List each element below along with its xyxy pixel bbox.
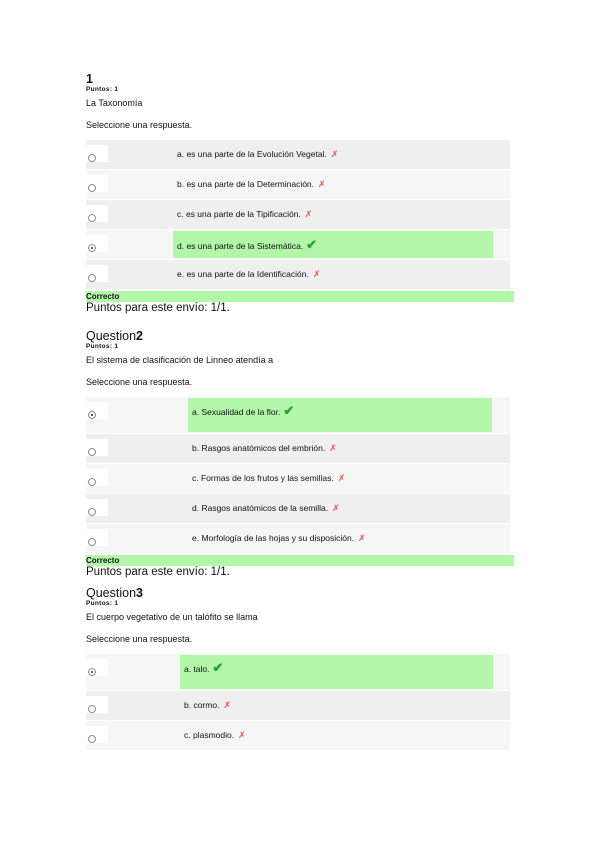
answer-prompt: Seleccione una respuesta. <box>86 377 193 387</box>
radio-cell <box>86 235 108 252</box>
score-text: Puntos para este envío: 1/1. <box>86 302 230 314</box>
answer-option-b[interactable] <box>86 434 510 464</box>
score-text: Puntos para este envío: 1/1. <box>86 566 230 578</box>
answer-list <box>86 397 516 554</box>
radio-cell <box>86 205 108 222</box>
answer-label: c. plasmodio. ✗ <box>184 730 246 740</box>
radio-cell <box>86 529 108 546</box>
answer-option-b[interactable] <box>86 691 510 721</box>
result-correct: Correcto <box>86 291 514 302</box>
radio-cell <box>86 659 108 676</box>
answer-label: c. es una parte de la Tipificación. ✗ <box>177 209 313 219</box>
result-correct: Correcto <box>86 555 514 566</box>
question-number: 2 <box>136 329 143 343</box>
answer-option-d[interactable] <box>86 230 510 260</box>
radio-cell <box>86 726 108 743</box>
answer-option-e[interactable] <box>86 524 510 554</box>
question-1 <box>86 72 516 315</box>
radio-button[interactable] <box>88 478 96 486</box>
question-text: La Taxonomía <box>86 98 143 108</box>
answer-option-e[interactable] <box>86 260 510 290</box>
radio-button[interactable] <box>88 184 96 192</box>
wrong-mark-icon: ✗ <box>223 700 231 710</box>
radio-button[interactable] <box>88 154 96 162</box>
radio-cell <box>86 402 108 419</box>
answer-option-c[interactable] <box>86 464 510 494</box>
wrong-mark-icon: ✗ <box>329 443 337 453</box>
radio-button-selected[interactable] <box>88 244 96 252</box>
answer-prompt: Seleccione una respuesta. <box>86 634 193 644</box>
answer-label: d. es una parte de la Sistemática. ✔ <box>177 237 318 252</box>
radio-button[interactable] <box>88 735 96 743</box>
wrong-mark-icon: ✗ <box>238 730 246 740</box>
answer-list <box>86 654 516 751</box>
radio-cell <box>86 145 108 162</box>
correct-highlight <box>180 655 493 689</box>
wrong-mark-icon: ✗ <box>312 269 321 279</box>
answer-label: e. Morfología de las hojas y su disposición. ✗ <box>192 533 366 543</box>
answer-label: c. Formas de los frutos y las semillas. ✗ <box>192 473 346 483</box>
radio-cell <box>86 469 108 486</box>
check-mark-icon: ✔ <box>212 660 224 675</box>
radio-cell <box>86 439 108 456</box>
check-mark-icon: ✔ <box>306 237 318 252</box>
radio-cell <box>86 696 108 713</box>
wrong-mark-icon: ✗ <box>332 503 340 513</box>
answer-label: b. cormo. ✗ <box>184 700 231 710</box>
wrong-mark-icon: ✗ <box>337 473 346 483</box>
question-points: Puntos: 1 <box>86 600 119 607</box>
radio-button[interactable] <box>88 508 96 516</box>
answer-label: a. Sexualidad de la flor. ✔ <box>192 403 295 418</box>
answer-option-b[interactable] <box>86 170 510 200</box>
question-prefix: Question <box>86 586 137 600</box>
radio-button-selected[interactable] <box>88 411 96 419</box>
radio-button[interactable] <box>88 538 96 546</box>
question-number: 1 <box>86 72 93 86</box>
answer-option-c[interactable] <box>86 200 510 230</box>
question-2 <box>86 329 516 579</box>
question-prefix: Question <box>86 329 137 343</box>
wrong-mark-icon: ✗ <box>304 209 313 219</box>
answer-option-a[interactable] <box>86 397 510 434</box>
answer-label: e. es una parte de la Identificación. ✗ <box>177 269 321 279</box>
wrong-mark-icon: ✗ <box>318 179 326 189</box>
question-heading <box>86 586 516 600</box>
question-text: El cuerpo vegetativo de un talófito se llama <box>86 612 258 622</box>
answer-label: a. talo. ✔ <box>184 660 224 675</box>
radio-button-selected[interactable] <box>88 668 96 676</box>
radio-cell <box>86 175 108 192</box>
answer-list <box>86 140 516 290</box>
question-heading <box>86 329 516 343</box>
question-points: Puntos: 1 <box>86 343 119 350</box>
question-heading <box>86 72 516 86</box>
answer-label: d. Rasgos anatómicos de la semilla. ✗ <box>192 503 340 513</box>
answer-option-c[interactable] <box>86 721 510 751</box>
question-number: 3 <box>136 586 143 600</box>
answer-prompt: Seleccione una respuesta. <box>86 120 193 130</box>
question-3 <box>86 586 516 751</box>
radio-button[interactable] <box>88 274 96 282</box>
wrong-mark-icon: ✗ <box>358 533 366 543</box>
answer-option-d[interactable] <box>86 494 510 524</box>
answer-option-a[interactable] <box>86 654 510 691</box>
check-mark-icon: ✔ <box>283 403 295 418</box>
answer-label: a. es una parte de la Evolución Vegetal. ✗ <box>177 149 339 159</box>
radio-cell <box>86 499 108 516</box>
question-text: El sistema de clasificación de Linneo atendía a <box>86 355 274 365</box>
radio-button[interactable] <box>88 705 96 713</box>
radio-cell <box>86 265 108 282</box>
answer-label: b. Rasgos anatómicos del embrión. ✗ <box>192 443 337 453</box>
answer-label: b. es una parte de la Determinación. ✗ <box>177 179 326 189</box>
radio-button[interactable] <box>88 448 96 456</box>
radio-button[interactable] <box>88 214 96 222</box>
answer-option-a[interactable] <box>86 140 510 170</box>
question-points: Puntos: 1 <box>86 86 119 93</box>
wrong-mark-icon: ✗ <box>330 149 339 159</box>
